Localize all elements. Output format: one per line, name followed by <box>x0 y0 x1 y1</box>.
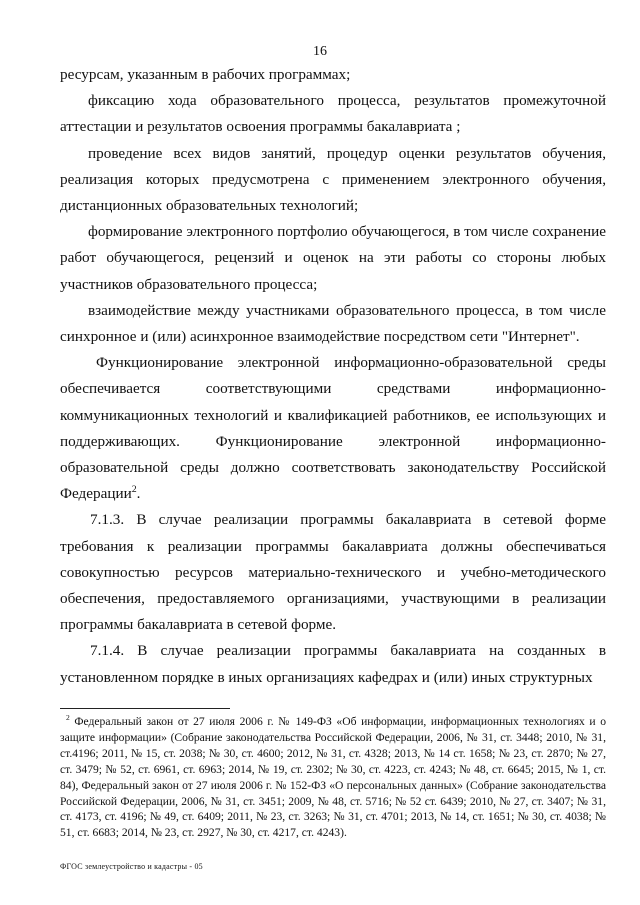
page-footer: ФГОС землеустройство и кадастры - 05 <box>60 862 203 871</box>
footnote-reference: 2 <box>131 484 137 496</box>
paragraph-7-1-3: 7.1.3. В случае реализации программы бакалавриата в сетевой форме требования к реализации программы бакалавриата должны обеспечиваться совокупностью ресурсов материально-технического и учебно-методического обеспечения, предоставляемого организациями, участвующими в реализации программы бакалавриата в сетевой форме. <box>60 511 606 634</box>
page-number: 16 <box>313 44 327 59</box>
footnote <box>60 714 606 841</box>
body-text <box>60 62 606 691</box>
paragraph-environment-text: Функционирование электронной информационно-образовательной среды обеспечивается соответствующими средствами информационно-коммуникационных технологий и квалификацией работников, ее использующих и поддерживающих. Функционирование электронной информационно-образовательной среды должно соответствовать законодательству Российской Федерации <box>60 354 606 503</box>
paragraph-7-1-4: 7.1.4. В случае реализации программы бакалавриата на созданных в установленном порядке в иных организациях кафедрах и (или) иных структурных <box>60 642 606 686</box>
footnote-marker: 2 <box>66 713 70 723</box>
paragraph-progress-tracking: фиксацию хода образовательного процесса, результатов промежуточной аттестации и результатов освоения программы бакалавриата ; <box>60 92 606 136</box>
paragraph-portfolio: формирование электронного портфолио обучающегося, в том числе сохранение работ обучающегося, рецензий и оценок на эти работы со стороны любых участников образовательного процесса; <box>60 223 606 293</box>
footnote-text: Федеральный закон от 27 июля 2006 г. № 149-ФЗ «Об информации, информационных технологиях и о защите информации» (Собрание законодательства Российской Федерации, 2006, № 31, ст. 3448; 2010, № 31, ст.4196; 2011, № 15, ст. 2038; № 30, ст. 4600; 2012, № 31, ст. 4328; 2013, № 14 ст. 1658; № 23, ст. 2870; № 27, ст. 3479; № 52, ст. 6961, ст. 6963; 2014, № 19, ст. 2302; № 30, ст. 4223, ст. 4243; № 48, ст. 6645; 2015, № 1, ст. 84), Федеральный закон от 27 июля 2006 г. № 152-ФЗ «О персональных данных» (Собрание законодательства Российской Федерации, 2006, № 31, ст. 3451; 2009, № 48, ст. 5716; № 52 ст. 6439; 2010, № 27, ст. 3407; № 31, ст. 4173, ст. 4196; № 49, ст. 6409; 2011, № 23, ст. 3263; № 31, ст. 4701; 2013, № 14, ст. 1651; № 30, ст. 4038; № 51, ст. 6683; 2014, № 23, ст. 2927, № 30, ст. 4217, ст. 4243). <box>60 715 606 840</box>
paragraph-resources: ресурсам, указанным в рабочих программах; <box>60 66 351 83</box>
footnote-divider <box>60 708 230 709</box>
paragraph-interaction: взаимодействие между участниками образовательного процесса, в том числе синхронное и (или) асинхронное взаимодействие посредством сети "Интернет". <box>60 301 606 346</box>
paragraph-classes-conduct: проведение всех видов занятий, процедур оценки результатов обучения, реализация которых предусмотрена с применением электронного обучения, дистанционных образовательных технологий; <box>60 144 606 215</box>
paragraph-environment-functioning: Функционирование электронной информационно-образовательной среды обеспечивается соответствующими средствами информационно-коммуникационных технологий и квалификацией работников, ее использующих и поддерживающих. Функционирование электронной информационно-образовательной среды должно соответствовать законодательству Российской Федерации$^2$. <box>60 354 606 503</box>
